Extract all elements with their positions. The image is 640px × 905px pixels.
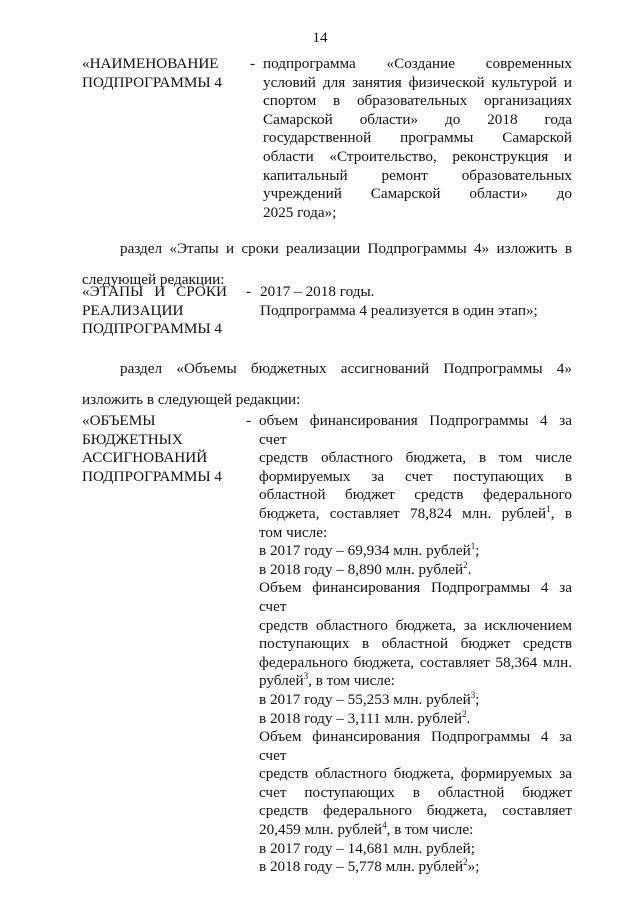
footnote-mark: 1 xyxy=(546,503,551,514)
budget-year-line: в 2017 году – 55,253 млн. рублей$^3$; xyxy=(259,689,480,708)
budget-line: поступающих в областной бюджет средств xyxy=(259,635,572,653)
budget-line: рублей$^3$, в том числе: xyxy=(259,671,395,690)
name-label-line: ПОДПРОГРАММЫ 4 xyxy=(82,73,223,91)
name-label-line: «НАИМЕНОВАНИЕ xyxy=(82,55,219,72)
paragraph-line: раздел «Объемы бюджетных ассигнований Подпрограммы 4» xyxy=(120,360,572,377)
footnote-mark: 1 xyxy=(470,541,476,552)
budget-year-line: в 2018 году – 3,111 млн. рублей$^2$. xyxy=(259,708,471,727)
budget-line: формируемых за счет поступающих в xyxy=(259,467,572,485)
name-value-line: области «Строительство, реконструкция и xyxy=(263,147,572,165)
budget-year-line: в 2017 году – 69,934 млн. рублей$^1$; xyxy=(259,541,480,560)
footnote-mark: 3 xyxy=(303,671,309,682)
paragraph-line: изложить в следующей редакции: xyxy=(82,391,301,408)
budget-line: Объем финансирования Подпрограммы 4 за счет xyxy=(259,579,572,615)
name-value-line: государственной программы Самарской xyxy=(263,129,572,147)
name-dash: - xyxy=(250,55,256,72)
stages-value xyxy=(260,283,572,320)
budget-line: федерального бюджета, составляет 58,364 млн. xyxy=(259,653,572,671)
section-paragraph-budget xyxy=(82,353,572,415)
budget-line: бюджета, составляет 78,824 млн. рублей$^1$, в xyxy=(259,503,572,522)
stages-label-line: «ЭТАПЫ И СРОКИ xyxy=(82,283,227,300)
paragraph-line: следующей редакции: xyxy=(82,271,225,288)
budget-label xyxy=(82,412,232,486)
footnote-mark: 4 xyxy=(382,820,387,830)
budget-line: средств областного бюджета, в том числе xyxy=(259,449,572,467)
footnote-mark: 2 xyxy=(463,857,468,868)
budget-year-line: в 2018 году – 5,778 млн. рублей$^2$»; xyxy=(259,857,480,876)
name-value-line: спортом в образовательных организациях xyxy=(263,92,572,110)
budget-line: средств федерального бюджета, составляет xyxy=(259,802,572,820)
budget-line: объем финансирования Подпрограммы 4 за счет xyxy=(259,412,572,448)
budget-year-line: в 2018 году – 8,890 млн. рублей$^2$. xyxy=(259,559,472,578)
stages-value-line: 2017 – 2018 годы. xyxy=(260,283,375,300)
name-label xyxy=(82,55,252,92)
name-value-line: капитальный ремонт образовательных xyxy=(263,166,572,184)
budget-label-line: БЮДЖЕТНЫХ xyxy=(82,430,183,448)
budget-value xyxy=(259,412,572,877)
stages-label-line: РЕАЛИЗАЦИИ xyxy=(82,301,184,319)
budget-line: том числе: xyxy=(259,523,328,541)
budget-label-line: ПОДПРОГРАММЫ 4 xyxy=(82,467,223,485)
stages-dash: - xyxy=(246,283,252,300)
budget-year-line: в 2017 году – 14,681 млн. рублей; xyxy=(259,839,475,857)
budget-line: средств областного бюджета, формируемых за xyxy=(259,765,572,783)
footnote-mark: 2 xyxy=(463,559,468,570)
budget-line: счет поступающих в областной бюджет xyxy=(259,783,572,801)
stages-value-line: Подпрограмма 4 реализуется в один этап»; xyxy=(260,301,538,319)
budget-line: областной бюджет средств федерального xyxy=(259,486,572,504)
name-value-line: 2025 года»; xyxy=(263,203,337,221)
budget-line: 20,459 млн. рублей$^4$, в том числе: xyxy=(259,820,474,839)
name-value-line: подпрограмма «Создание современных xyxy=(263,55,572,72)
budget-dash: - xyxy=(246,412,252,429)
budget-label-line: «ОБЪЕМЫ xyxy=(82,412,156,429)
page-number: 14 xyxy=(312,30,328,46)
budget-label-line: АССИГНОВАНИЙ xyxy=(82,449,208,467)
footnote-mark: 2 xyxy=(462,708,467,719)
name-value-line: Самарской области» до 2018 года xyxy=(263,110,572,128)
stages-label-line: ПОДПРОГРАММЫ 4 xyxy=(82,320,223,338)
name-value-line: условий для занятия физической культурой и xyxy=(263,73,572,91)
footnote-mark: 3 xyxy=(470,689,476,700)
name-value xyxy=(263,55,572,222)
name-value-line: учреждений Самарской области» до xyxy=(263,185,572,203)
budget-line: Объем финансирования Подпрограммы 4 за счет xyxy=(259,728,572,764)
stages-label xyxy=(82,283,227,339)
budget-line: средств областного бюджета, за исключением xyxy=(259,616,572,634)
paragraph-line: раздел «Этапы и сроки реализации Подпрограммы 4» изложить в xyxy=(120,240,572,257)
